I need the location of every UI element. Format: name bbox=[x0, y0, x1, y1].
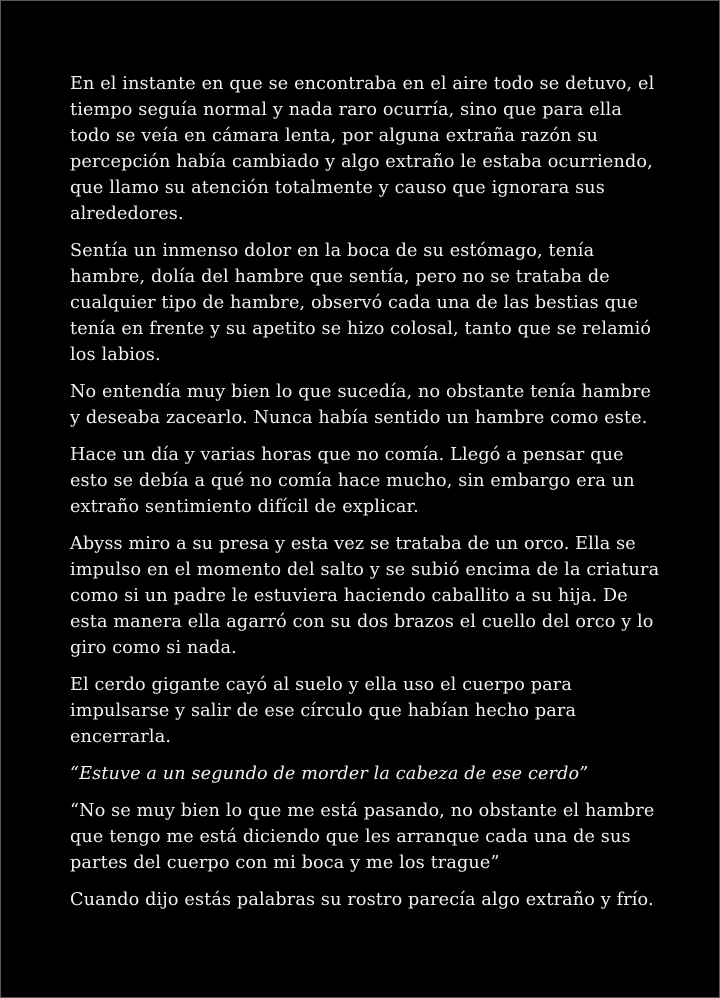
paragraph-9: Cuando dijo estás palabras su rostro parecía algo extraño y frío. bbox=[70, 890, 654, 910]
paragraph-1: En el instante en que se encontraba en el aire todo se detuvo, el tiempo seguía normal y nada raro ocurría, sino que para ella todo se veía en cámara lenta, por alguna extraña razón su percepción había cambiado y algo extraño le estaba ocurriendo, que llamo su atención totalmente y causo que ignorara sus alrededores. bbox=[70, 74, 655, 224]
paragraph-4: Hace un día y varias horas que no comía. Llegó a pensar que esto se debía a qué no comía hace mucho, sin embargo era un extraño sentimiento difícil de explicar. bbox=[70, 445, 635, 517]
paragraph-3: No entendía muy bien lo que sucedía, no obstante tenía hambre y deseaba zacearlo. Nunca había sentido un hambre como este. bbox=[70, 382, 652, 428]
page-text bbox=[70, 71, 660, 924]
paragraph-5: Abyss miro a su presa y esta vez se trataba de un orco. Ella se impulso en el momento del salto y se subió encima de la criatura como si un padre le estuviera haciendo caballito a su hija. De esta manera ella agarró con su dos brazos el cuello del orco y lo giro como si nada. bbox=[70, 534, 660, 658]
paragraph-6: El cerdo gigante cayó al suelo y ella uso el cuerpo para impulsarse y salir de ese círculo que habían hecho para encerrarla. bbox=[70, 675, 577, 747]
paragraph-7-thought: “Estuve a un segundo de morder la cabeza de ese cerdo” bbox=[70, 764, 589, 784]
paragraph-8-dialogue: “No se muy bien lo que me está pasando, no obstante el hambre que tengo me está diciendo que les arranque cada una de sus partes del cuerpo con mi boca y me los trague” bbox=[70, 801, 655, 873]
paragraph-2: Sentía un inmenso dolor en la boca de su estómago, tenía hambre, dolía del hambre que sentía, pero no se trataba de cualquier tipo de hambre, observó cada una de las bestias que tenía en frente y su apetito se hizo colosal, tanto que se relamió los labios. bbox=[70, 241, 652, 365]
